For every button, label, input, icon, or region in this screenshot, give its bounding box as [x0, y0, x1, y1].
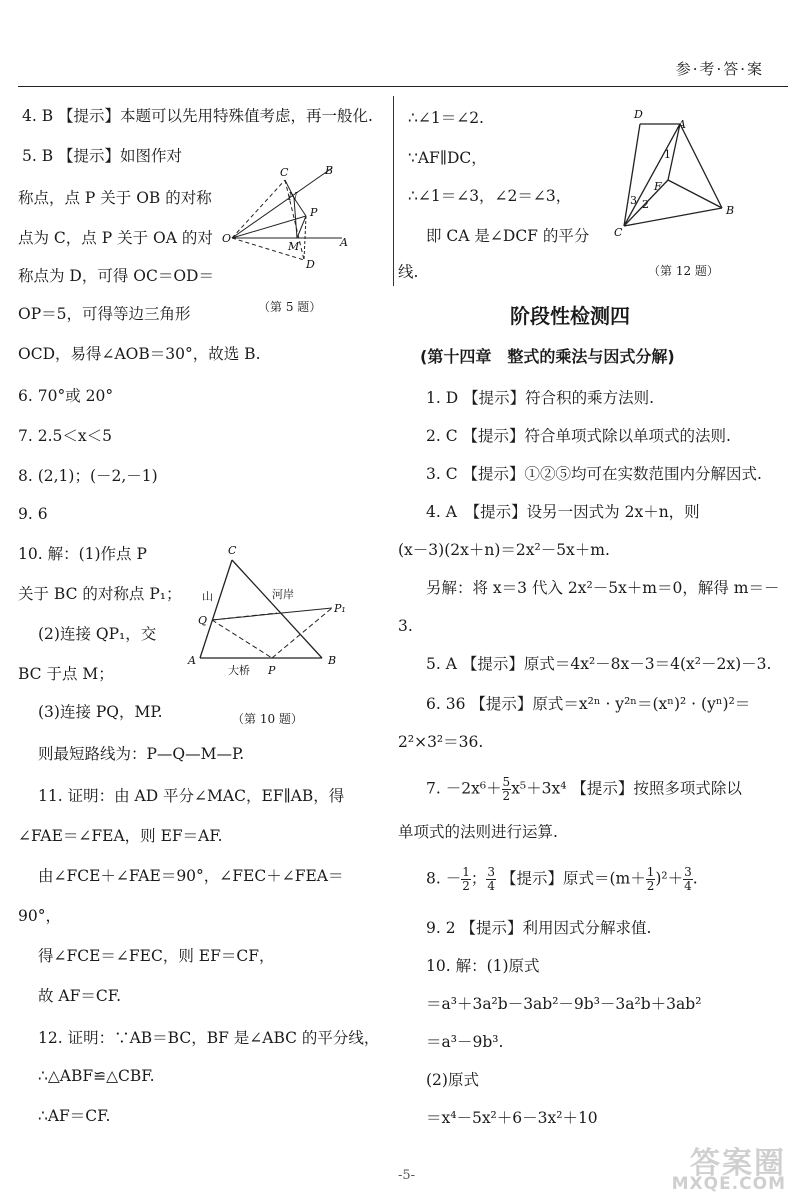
section-answer-7: 单项式的法则进行运算. — [398, 823, 558, 841]
label-B: B — [726, 204, 735, 217]
answer-12-line: ∴AF＝CF. — [38, 1107, 111, 1125]
label-A: A — [340, 236, 348, 249]
answer-12-cont: 线. — [398, 263, 419, 281]
section-answer-8 — [426, 866, 698, 893]
answer-10-line: (3)连接 PQ，MP. — [38, 703, 163, 721]
label-mountain: 山 — [202, 590, 213, 603]
section-answer-3: 3. C 【提示】①②⑤均可在实数范围内分解因式. — [426, 465, 762, 483]
fraction-numerator: 1 — [462, 865, 470, 879]
answer-5-line: 点为 C，点 P 关于 OA 的对 — [18, 229, 213, 247]
figure-5-diagram — [222, 160, 362, 270]
fraction-numerator: 1 — [646, 865, 655, 879]
answer-11-line: 由∠FCE＋∠FAE＝90°，∠FEC＋∠FEA＝ — [38, 867, 344, 885]
label-D: D — [306, 258, 315, 271]
label-angle-2: 2 — [642, 198, 649, 211]
section-answer-4: (x－3)(2x＋n)＝2x²－5x＋m. — [398, 541, 610, 559]
answer-8-prefix: 8. － — [426, 869, 462, 888]
figure-5-caption: （第 5 题） — [258, 300, 322, 314]
figure-5 — [222, 160, 362, 270]
label-C: C — [614, 226, 623, 239]
section-title: 阶段性检测四 — [510, 304, 630, 328]
label-riverbank: 河岸 — [272, 588, 294, 601]
label-O: O — [222, 232, 232, 245]
section-answer-6: 2²×3²＝36. — [398, 733, 484, 751]
label-P1: P₁ — [334, 602, 346, 615]
section-answer-6: 6. 36 【提示】原式＝x²ⁿ · y²ⁿ＝(xⁿ)² · (yⁿ)²＝ — [426, 695, 751, 713]
label-C: C — [280, 166, 289, 179]
header-divider — [18, 86, 788, 87]
section-answer-4: 3. — [398, 617, 413, 635]
answer-12-line: ∴△ABF≌△CBF. — [38, 1067, 155, 1085]
fraction-numerator: 3 — [684, 865, 692, 879]
label-bridge: 大桥 — [228, 664, 250, 677]
section-answer-4: 4. A 【提示】设另一因式为 2x＋n，则 — [426, 503, 700, 521]
fraction-denominator: 4 — [684, 879, 692, 893]
answer-12-cont: ∵AF∥DC， — [408, 149, 487, 167]
answer-8: 8. (2,1)；(－2,－1) — [18, 467, 158, 485]
watermark-text-top: 答案圈 — [690, 1146, 786, 1181]
section-answer-2: 2. C 【提示】符合单项式除以单项式的法则. — [426, 427, 731, 445]
figure-10-caption: （第 10 题） — [232, 712, 303, 726]
section-answer-9: 9. 2 【提示】利用因式分解求值. — [426, 919, 652, 937]
answer-11-line: 11. 证明：由 AD 平分∠MAC，EF∥AB，得 — [38, 787, 345, 805]
page-header-title: 参·考·答·案 — [675, 60, 764, 78]
label-F: F — [654, 180, 662, 193]
watermark-text-bottom: MXQE.COM — [671, 1174, 786, 1194]
answer-12-cont: 即 CA 是∠DCF 的平分 — [426, 227, 590, 245]
label-P: P — [268, 664, 276, 677]
label-C: C — [228, 544, 237, 557]
answer-10-line: 则最短路线为：P—Q—M—P. — [38, 745, 245, 763]
answer-10-line: BC 于点 M； — [18, 665, 114, 683]
answer-11-line: ∠FAE＝∠FEA，则 EF＝AF. — [18, 827, 223, 845]
label-N: N — [288, 190, 298, 203]
fraction — [502, 776, 512, 803]
answer-12-line: 12. 证明：∵AB＝BC，BF 是∠ABC 的平分线， — [38, 1029, 380, 1047]
watermark-logo — [646, 1138, 786, 1194]
answer-11-line: 90°， — [18, 907, 61, 925]
fraction-numerator: 5 — [502, 775, 511, 789]
label-angle-3: 3 — [630, 194, 637, 207]
label-D: D — [634, 108, 643, 121]
answer-8-hint: 【提示】原式＝(m＋ — [500, 869, 646, 888]
label-A: A — [678, 118, 686, 131]
answer-12-cont: ∴∠1＝∠3，∠2＝∠3， — [408, 187, 572, 205]
answer-10-line: (2)连接 QP₁，交 — [38, 625, 157, 643]
section-answer-5: 5. A 【提示】原式＝4x²－8x－3＝4(x²－2x)－3. — [426, 655, 772, 673]
label-M: M — [288, 240, 300, 253]
label-P: P — [310, 206, 318, 219]
fraction — [486, 866, 496, 893]
fraction — [646, 866, 656, 893]
answer-4: 4. B 【提示】本题可以先用特殊值考虑，再一般化. — [22, 107, 373, 125]
figure-10 — [182, 544, 350, 684]
answer-12-cont: ∴∠1＝∠2. — [408, 109, 484, 127]
answer-7-prefix: 7. －2x⁶＋ — [426, 779, 502, 798]
figure-12 — [612, 104, 752, 240]
label-A: A — [188, 654, 196, 667]
answer-10-line: 10. 解：(1)作点 P — [18, 545, 147, 563]
figure-10-diagram — [182, 544, 350, 684]
label-B: B — [328, 654, 337, 667]
answer-11-line: 得∠FCE＝∠FEC，则 EF＝CF， — [38, 947, 275, 965]
answer-10-line: 关于 BC 的对称点 P₁； — [18, 585, 182, 603]
section-answer-10: ＝x⁴－5x²＋6－3x²＋10 — [426, 1109, 598, 1127]
fraction — [461, 866, 471, 893]
answer-7: 7. 2.5＜x＜5 — [18, 427, 112, 445]
answer-5-line: 称点，点 P 关于 OB 的对称 — [18, 189, 212, 207]
answer-9: 9. 6 — [18, 505, 48, 523]
label-angle-1: 1 — [664, 148, 671, 161]
section-answer-7 — [426, 776, 742, 803]
answer-5-line: 称点为 D，可得 OC＝OD＝ — [18, 267, 214, 285]
answer-8-end: . — [692, 869, 698, 888]
page-number: -5- — [398, 1168, 416, 1183]
answer-8-tail: )²＋ — [655, 869, 684, 888]
label-Q: Q — [198, 614, 208, 627]
fraction-denominator: 2 — [502, 789, 511, 803]
answer-5-line: OCD，易得∠AOB＝30°，故选 B. — [18, 345, 261, 363]
section-subtitle: (第十四章 整式的乘法与因式分解) — [420, 347, 675, 366]
answer-7-suffix: x⁵＋3x⁴ 【提示】按照多项式除以 — [511, 779, 742, 798]
section-answer-10: 10. 解：(1)原式 — [426, 957, 540, 975]
section-answer-4: 另解：将 x＝3 代入 2x²－5x＋m＝0，解得 m＝－ — [426, 579, 780, 597]
fraction — [683, 866, 693, 893]
separator: ； — [470, 869, 487, 888]
figure-12-diagram — [612, 104, 752, 240]
section-answer-1: 1. D 【提示】符合积的乘方法则. — [426, 389, 654, 407]
answer-5-line: OP＝5，可得等边三角形 — [18, 305, 191, 323]
fraction-denominator: 4 — [487, 879, 496, 893]
column-divider — [393, 96, 394, 286]
answer-5-line: 5. B 【提示】如图作对 — [22, 147, 183, 165]
section-answer-10: ＝a³－9b³. — [426, 1033, 504, 1051]
figure-12-caption: （第 12 题） — [648, 264, 719, 278]
label-B: B — [325, 164, 334, 177]
fraction-denominator: 2 — [462, 879, 470, 893]
fraction-numerator: 3 — [487, 865, 496, 879]
section-answer-10: ＝a³＋3a²b－3ab²－9b³－3a²b＋3ab² — [426, 995, 702, 1013]
fraction-denominator: 2 — [646, 879, 655, 893]
answer-6: 6. 70°或 20° — [18, 387, 114, 405]
answer-11-line: 故 AF＝CF. — [38, 987, 122, 1005]
section-answer-10: (2)原式 — [426, 1071, 479, 1089]
